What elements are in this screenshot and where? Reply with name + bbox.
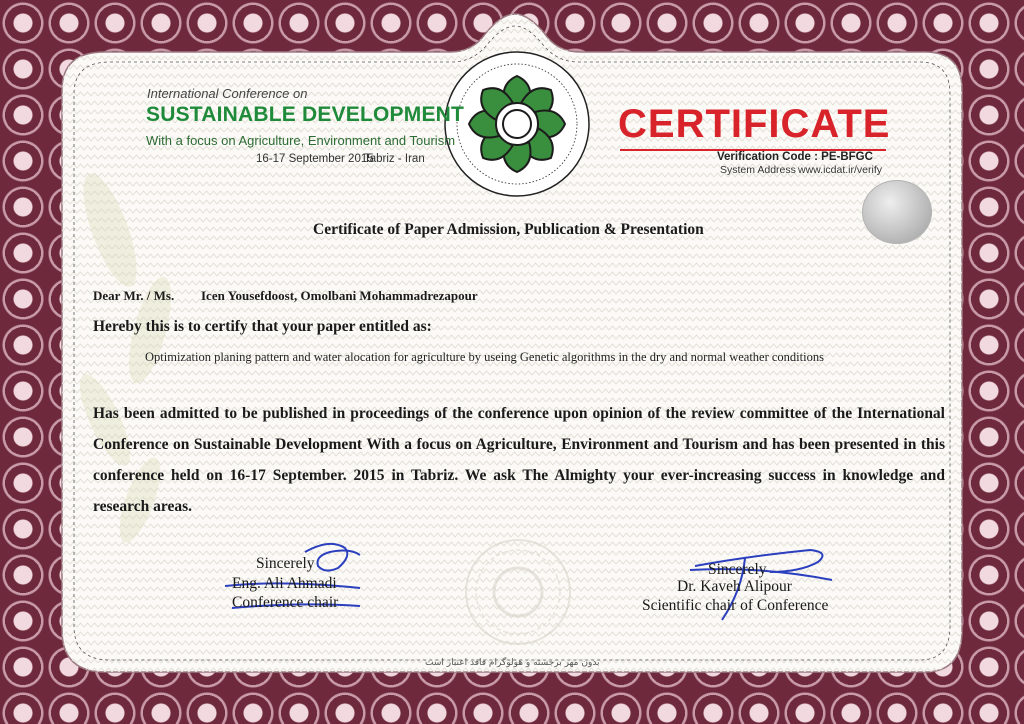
- system-address-url[interactable]: www.icdat.ir/verify: [798, 164, 883, 176]
- left-closing: Sincerely: [256, 555, 315, 572]
- paper-title: Optimization planing pattern and water alocation for agriculture by useing Genetic algorithms in the dry and normal weather conditions: [145, 350, 824, 364]
- footer-note: بدون مهر برجسته و هولوگرام فاقد اعتبار است: [425, 658, 600, 668]
- certify-line: Hereby this is to certify that your paper entitled as:: [93, 318, 432, 335]
- left-signer-name: Eng. Ali Ahmadi: [232, 575, 337, 592]
- certificate-body: Has been admitted to be published in proceedings of the conference upon opinion of the review committee of the International Conference on Sustainable Development With a focus on Agriculture, Environment and Tourism and has been presented in this conference held on 16-17 September. 2015 in Tabriz. We ask The Almighty your ever-increasing success in knowledge and research areas.: [93, 405, 945, 515]
- greeting-label: Dear Mr. / Ms.: [93, 288, 175, 303]
- document-heading: Certificate of Paper Admission, Publication & Presentation: [313, 221, 704, 238]
- conference-focus: With a focus on Agriculture, Environment and Tourism: [146, 133, 456, 148]
- conference-logo-icon: [445, 52, 589, 196]
- conference-name: SUSTAINABLE DEVELOPMENT: [146, 103, 465, 126]
- conference-place: Tabriz - Iran: [364, 153, 425, 165]
- right-signer-name: Dr. Kaveh Alipour: [677, 578, 792, 595]
- hologram-sticker-icon: [862, 180, 932, 244]
- certificate-title: CERTIFICATE: [618, 102, 891, 146]
- right-closing: Sincerely: [708, 561, 767, 578]
- conference-intro: International Conference on: [147, 86, 308, 101]
- recipient-names: Icen Yousefdoost, Omolbani Mohammadrezapour: [201, 288, 478, 303]
- verification-code: Verification Code : PE-BFGC: [717, 151, 873, 163]
- left-signer-role: Conference chair: [232, 594, 339, 611]
- conference-date: 16-17 September 2015: [256, 153, 374, 165]
- right-signer-role: Scientific chair of Conference: [642, 597, 829, 614]
- system-address-label: System Address: [720, 164, 796, 176]
